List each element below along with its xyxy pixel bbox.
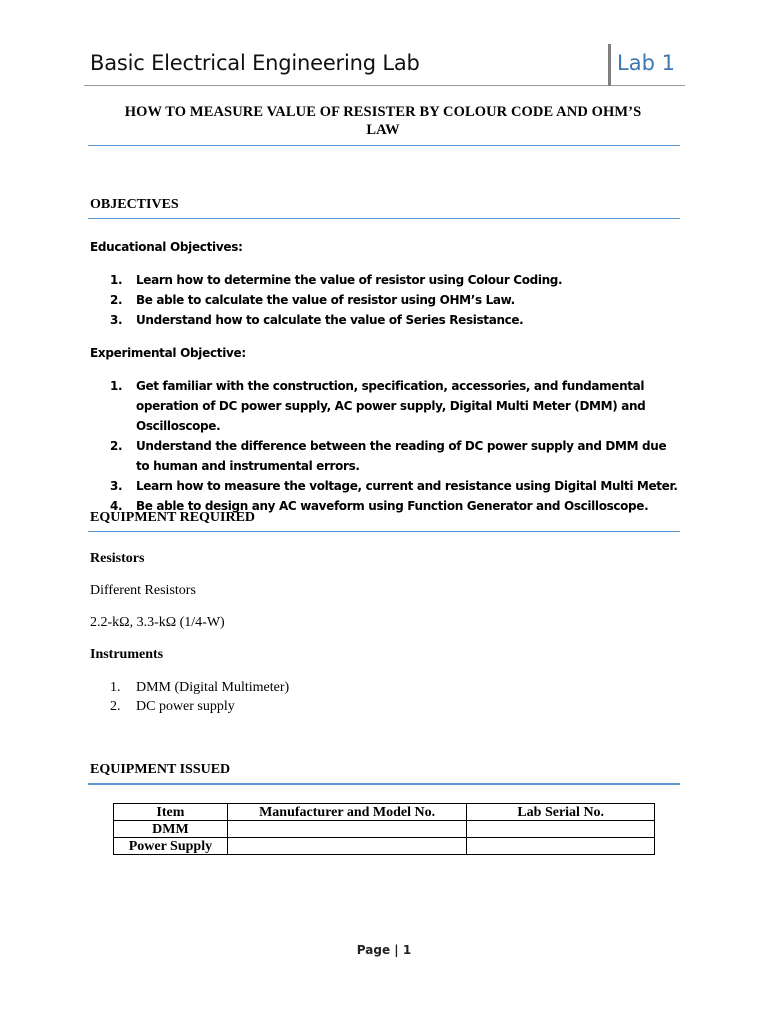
list-number: 4. [110, 499, 123, 513]
table-cell-item: DMM [114, 821, 228, 838]
list-item [110, 697, 680, 716]
table-cell-serial [467, 838, 655, 855]
list-number: 3. [110, 313, 123, 327]
list-item-text: DMM (Digital Multimeter) [136, 680, 290, 695]
document-title [95, 103, 671, 139]
header-lab-number: Lab 1 [617, 51, 675, 75]
resistors-heading: Resistors [90, 551, 145, 566]
instruments-heading: Instruments [90, 647, 164, 662]
list-item [110, 376, 680, 436]
equipment-required-divider [88, 531, 680, 532]
resistors-description: Different Resistors [90, 583, 196, 598]
page-header [84, 44, 685, 86]
header-title: Basic Electrical Engineering Lab [90, 51, 420, 75]
header-separator [608, 44, 611, 86]
list-number: 3. [110, 479, 123, 493]
equipment-issued-divider [88, 783, 680, 785]
list-number: 2. [110, 439, 123, 453]
resistor-values: 2.2-kΩ, 3.3-kΩ (1/4-W) [90, 615, 225, 630]
equipment-issued-table [113, 803, 655, 855]
objectives-heading: OBJECTIVES [90, 197, 179, 212]
table-cell-item: Power Supply [114, 838, 228, 855]
list-item-text: Be able to calculate the value of resistor using OHM’s Law. [136, 293, 515, 307]
title-divider [88, 145, 680, 146]
instruments-list [110, 678, 680, 716]
list-item-text: DC power supply [136, 699, 235, 714]
list-item [110, 678, 680, 697]
list-item-text: Be able to design any AC waveform using Function Generator and Oscilloscope. [136, 499, 649, 513]
document-title-line2: LAW [366, 122, 400, 138]
table-row [114, 821, 655, 838]
equipment-required-heading: EQUIPMENT REQUIRED [90, 510, 256, 525]
column-header-item: Item [114, 804, 228, 821]
table-cell-manufacturer [227, 821, 467, 838]
list-number: 2. [110, 699, 121, 714]
table-row [114, 838, 655, 855]
experimental-objectives-list [110, 376, 680, 516]
list-item [110, 310, 680, 330]
table-header-row [114, 804, 655, 821]
list-number: 2. [110, 293, 123, 307]
list-item [110, 290, 680, 310]
objectives-divider [88, 218, 680, 219]
list-item-text: Learn how to measure the voltage, current and resistance using Digital Multi Meter. [136, 479, 678, 493]
list-item-text: Understand the difference between the reading of DC power supply and DMM due to human and instrumental errors. [136, 439, 667, 473]
list-number: 1. [110, 680, 121, 695]
list-item-text: Understand how to calculate the value of Series Resistance. [136, 313, 524, 327]
list-number: 1. [110, 379, 123, 393]
educational-objectives-list [110, 270, 680, 330]
column-header-manufacturer: Manufacturer and Model No. [227, 804, 467, 821]
page-footer: Page | 1 [356, 943, 412, 957]
column-header-serial: Lab Serial No. [467, 804, 655, 821]
list-item [110, 476, 680, 496]
educational-objectives-heading: Educational Objectives: [90, 240, 243, 254]
list-item-text: Learn how to determine the value of resistor using Colour Coding. [136, 273, 563, 287]
table-cell-serial [467, 821, 655, 838]
table-cell-manufacturer [227, 838, 467, 855]
list-item [110, 270, 680, 290]
list-number: 1. [110, 273, 123, 287]
experimental-objective-heading: Experimental Objective: [90, 346, 246, 360]
list-item-text: Get familiar with the construction, specification, accessories, and fundamental operation of DC power supply, AC power supply, Digital Multi Meter (DMM) and Oscilloscope. [136, 379, 646, 433]
list-item [110, 436, 680, 476]
document-title-line1: HOW TO MEASURE VALUE OF RESISTER BY COLOUR CODE AND OHM’S [124, 104, 642, 120]
equipment-issued-heading: EQUIPMENT ISSUED [90, 762, 231, 777]
